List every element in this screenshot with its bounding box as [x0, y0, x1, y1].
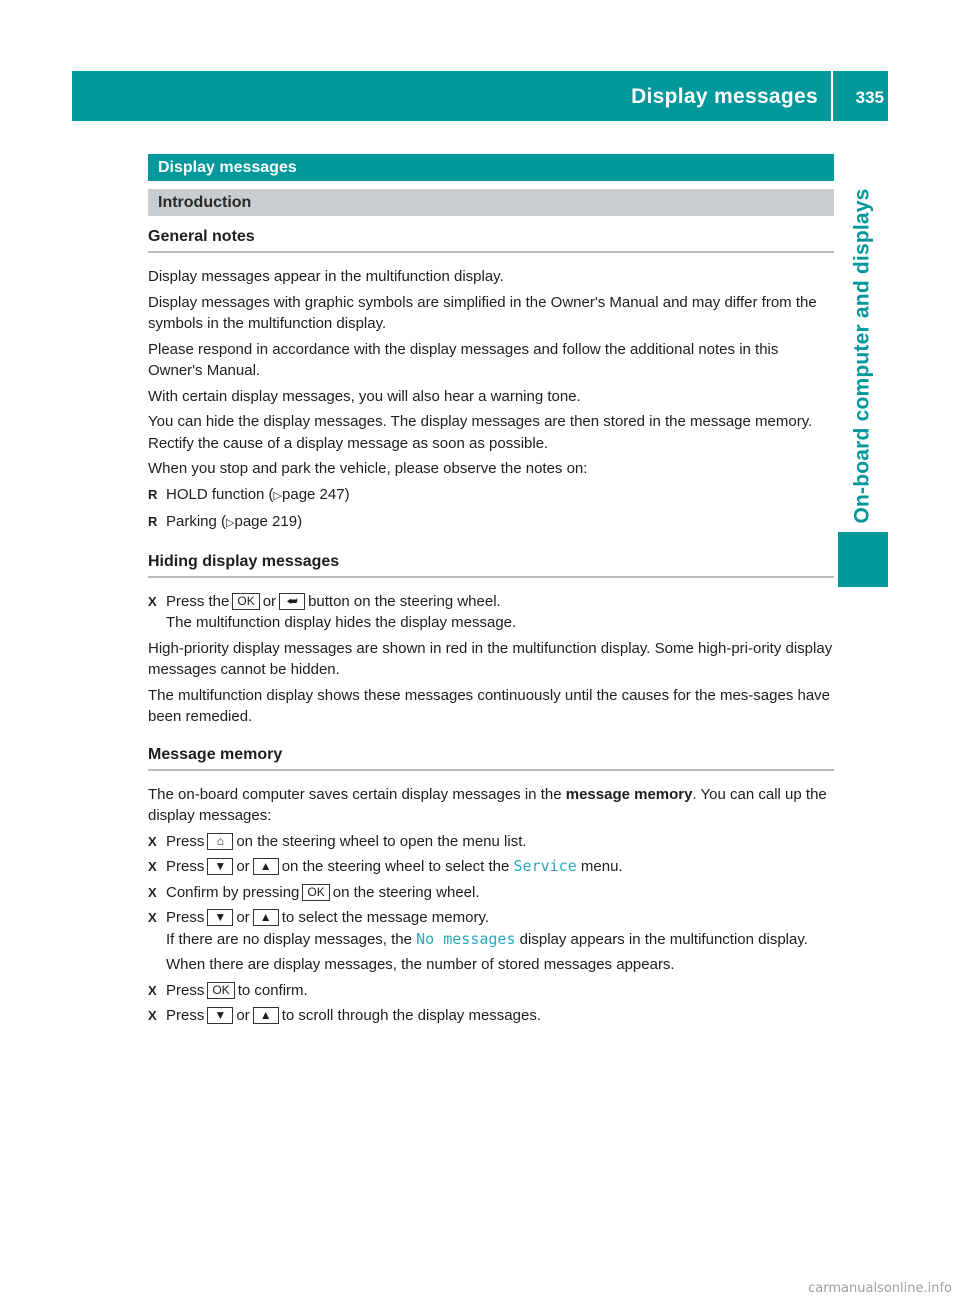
step-arrow-icon: X	[148, 1008, 157, 1023]
step-arrow-icon: X	[148, 593, 157, 609]
hiding-heading: Hiding display messages	[148, 553, 834, 578]
side-tab	[838, 121, 888, 591]
down-key-icon: ▼	[207, 909, 233, 926]
section-title: Display messages	[148, 154, 834, 181]
step: X Press the OK or ⮨ button on the steering wheel. The multifunction display hides the display message.	[148, 592, 517, 631]
step: X Press ⌂ on the steering wheel to open the menu list.	[148, 831, 834, 853]
paragraph: When you stop and park the vehicle, please observe the notes on:	[148, 460, 588, 477]
bullet-icon: R	[148, 486, 158, 502]
paragraph: The multifunction display shows these messages continuously until the causes for the mes-sages have been remedied.	[148, 686, 831, 725]
watermark: carmanualsonline.info	[808, 1281, 952, 1296]
step: X Press OK to confirm.	[148, 980, 834, 1002]
ok-key-icon: OK	[207, 982, 234, 999]
step: X Press ▼ or ▲ to select the message memory. If there are no display messages, the No messages display appears in the multifunction display. When there are display messages, the number of stored messages appears.	[148, 907, 834, 976]
page-header	[72, 71, 888, 121]
step: X Press ▼ or ▲ to scroll through the display messages.	[148, 1005, 834, 1027]
service-menu-text: Service	[513, 857, 577, 875]
paragraph: You can hide the display messages. The display messages are then stored in the message memory. Rectify the cause of a display message as soon as possible.	[148, 413, 813, 452]
paragraph: High-priority display messages are shown in red in the multifunction display. Some high-pri-ority display messages cannot be hidden.	[148, 639, 833, 678]
step-arrow-icon: X	[148, 833, 157, 849]
page-ref-arrow-icon: ▷	[226, 517, 235, 529]
up-key-icon: ▲	[253, 1007, 279, 1024]
memory-heading: Message memory	[148, 746, 834, 771]
paragraph: Please respond in accordance with the display messages and follow the additional notes in this Owner's Manual.	[148, 340, 779, 379]
page-link[interactable]: page 219)	[234, 513, 303, 530]
home-key-icon: ⌂	[207, 833, 233, 850]
step-arrow-icon: X	[148, 859, 157, 874]
paragraph: With certain display messages, you will also hear a warning tone.	[148, 387, 581, 405]
no-messages-text: No messages	[416, 929, 516, 948]
side-tab-label: On-board computer and displays	[851, 188, 874, 524]
up-key-icon: ▲	[253, 909, 279, 926]
header-separator	[831, 71, 833, 121]
step: X Press ▼ or ▲ on the steering wheel to select the Service menu.	[148, 856, 834, 878]
up-key-icon: ▲	[253, 858, 279, 875]
ok-key-icon: OK	[302, 884, 329, 901]
step: X Confirm by pressing OK on the steering wheel.	[148, 882, 834, 904]
step-arrow-icon: X	[148, 910, 157, 925]
paragraph: The on-board computer saves certain display messages in the message memory. You can call up the display messages:	[148, 785, 827, 824]
step-result: The multifunction display hides the display message.	[166, 614, 517, 631]
step-arrow-icon: X	[148, 884, 157, 900]
back-key-icon: ⮨	[279, 593, 305, 610]
step-arrow-icon: X	[148, 982, 157, 998]
bullet-icon: R	[148, 514, 158, 529]
page-content	[148, 154, 834, 1031]
step-result: When there are display messages, the number of stored messages appears.	[166, 956, 675, 973]
page-ref-arrow-icon: ▷	[273, 489, 283, 502]
list-item: R HOLD function (▷page 247)	[148, 484, 834, 508]
paragraph: Display messages with graphic symbols are simplified in the Owner's Manual and may differ from the symbols in the multifunction display.	[148, 293, 817, 332]
header-title: Display messages	[631, 85, 818, 108]
side-tab-marker	[838, 532, 888, 587]
ok-key-icon: OK	[232, 593, 259, 610]
down-key-icon: ▼	[207, 1007, 233, 1024]
page-link[interactable]: page 247)	[282, 485, 350, 503]
list-item: R Parking (▷page 219)	[148, 511, 834, 535]
general-notes-heading: General notes	[148, 228, 834, 253]
subsection-title: Introduction	[148, 189, 834, 216]
down-key-icon: ▼	[207, 858, 233, 875]
page-number: 335	[855, 88, 884, 107]
paragraph: Display messages appear in the multifunction display.	[148, 268, 504, 285]
